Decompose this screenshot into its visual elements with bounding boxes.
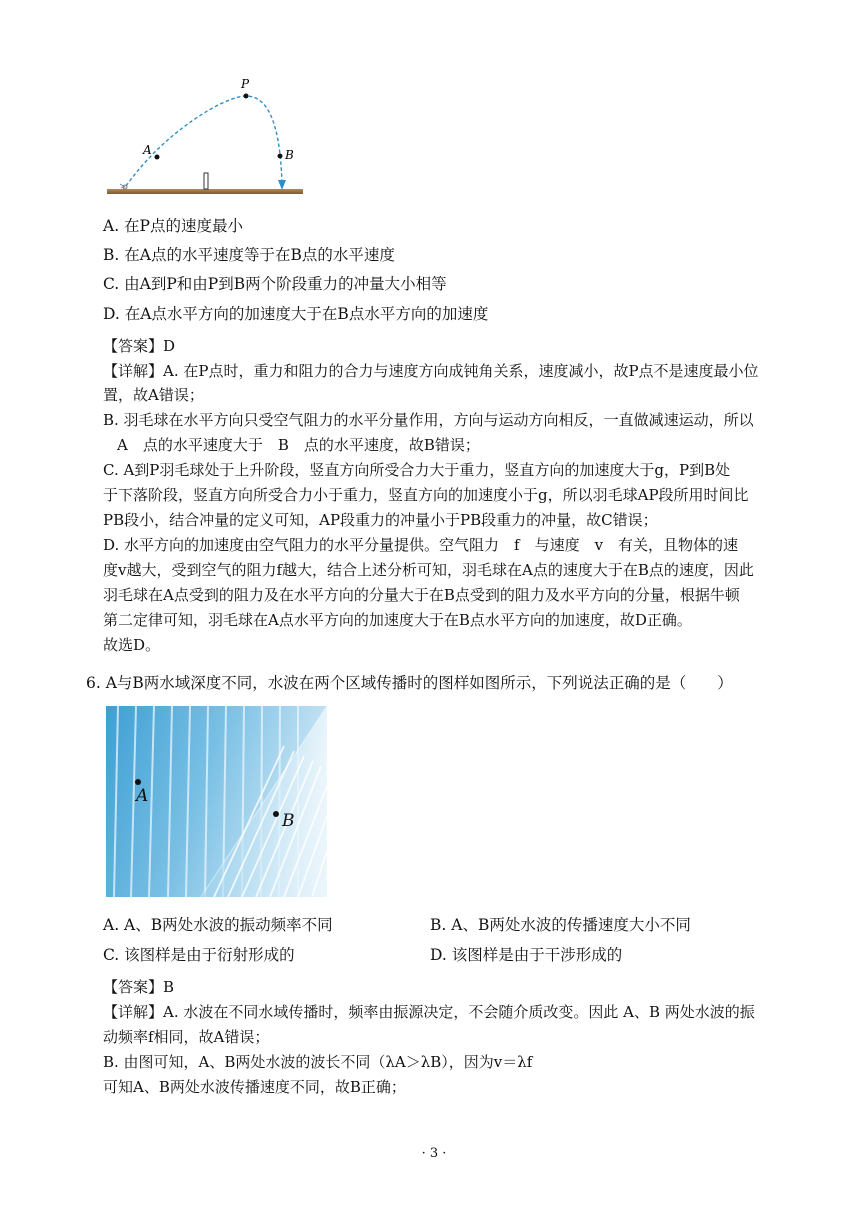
q6-option-a: A. A、B两处水波的振动频率不同: [103, 916, 333, 934]
label-a: A: [136, 786, 149, 806]
label-a: A: [143, 143, 152, 157]
label-b: B: [285, 148, 294, 162]
page-number: · 3 ·: [421, 1146, 447, 1161]
q5-option-a: A. 在P点的速度最小: [103, 217, 243, 235]
q5-explanation-line: 置，故A错误；: [103, 386, 204, 404]
net-post: [204, 173, 208, 189]
q6-answer: 【答案】B: [103, 978, 175, 996]
point-a: [155, 155, 160, 160]
q6-explanation-line: 可知A、B两处水波传播速度不同，故B正确；: [103, 1078, 406, 1096]
q5-explanation-line: 羽毛球在A点受到的阻力及在水平方向的分量大于在B点受到的阻力及水平方向的分量，根据牛顿: [103, 586, 740, 604]
q5-option-c: C. 由A到P和由P到B两个阶段重力的冲量大小相等: [103, 275, 447, 293]
q5-explanation-line: A 点的水平速度大于 B 点的水平速度，故B错误；: [117, 436, 480, 454]
point-b: [278, 154, 283, 159]
q5-explanation-line: 度v越大，受到空气的阻力f越大，结合上述分析可知，羽毛球在A点的速度大于在B点的速度，因此: [103, 561, 754, 579]
q5-explanation-line: C. A到P羽毛球处于上升阶段，竖直方向所受合力大于重力，竖直方向的加速度大于g，P到B处: [103, 461, 731, 479]
shuttlecock-icon: [120, 184, 127, 189]
label-p: P: [241, 77, 250, 91]
q6-option-c: C. 该图样是由于衍射形成的: [103, 946, 295, 964]
q5-explanation-line: 【详解】A. 在P点时，重力和阻力的合力与速度方向成钝角关系，速度减小，故P点不是速度最小位: [103, 362, 759, 380]
q6-explanation-line: 【详解】A. 水波在不同水域传播时，频率由振源决定，不会随介质改变。因此 A、B 两处水波的振: [103, 1003, 755, 1021]
q5-explanation-line: D. 水平方向的加速度由空气阻力的水平分量提供。空气阻力 f 与速度 v 有关，且物体的速: [103, 536, 739, 554]
q5-option-b: B. 在A点的水平速度等于在B点的水平速度: [103, 246, 395, 264]
q6-title: 6. A与B两水域深度不同，水波在两个区域传播时的图样如图所示，下列说法正确的是（ ）: [86, 674, 733, 692]
point-b: [273, 811, 279, 817]
point-a: [135, 779, 141, 785]
q5-explanation-line: 故选D。: [103, 636, 161, 654]
label-b: B: [282, 811, 295, 831]
arrow-head: [278, 180, 286, 190]
point-p: [244, 94, 249, 99]
q5-explanation-line: 第二定律可知，羽毛球在A点水平方向的加速度大于在B点水平方向的加速度，故D正确。: [103, 611, 692, 629]
q5-explanation-line: B. 羽毛球在水平方向只受空气阻力的水平分量作用，方向与运动方向相反，一直做减速运动，所以: [103, 411, 754, 429]
q5-explanation-line: 于下落阶段，竖直方向所受合力小于重力，竖直方向的加速度小于g，所以羽毛球AP段所用时间比: [103, 486, 749, 504]
water-wave-figure: [106, 706, 327, 897]
q5-option-d: D. 在A点水平方向的加速度大于在B点水平方向的加速度: [103, 305, 489, 323]
q6-option-d: D. 该图样是由于干涉形成的: [430, 946, 623, 964]
q6-explanation-line: 动频率f相同，故A错误；: [103, 1028, 270, 1046]
q5-answer: 【答案】D: [103, 337, 176, 355]
q5-explanation-line: PB段小，结合冲量的定义可知，AP段重力的冲量小于PB段重力的冲量，故C错误；: [103, 511, 658, 529]
q6-explanation-line: B. 由图可知，A、B两处水波的波长不同（λA＞λB），因为v＝λf: [103, 1053, 533, 1071]
q6-option-b: B. A、B两处水波的传播速度大小不同: [430, 916, 691, 934]
ground: [107, 189, 303, 194]
trajectory-figure: [100, 76, 320, 200]
